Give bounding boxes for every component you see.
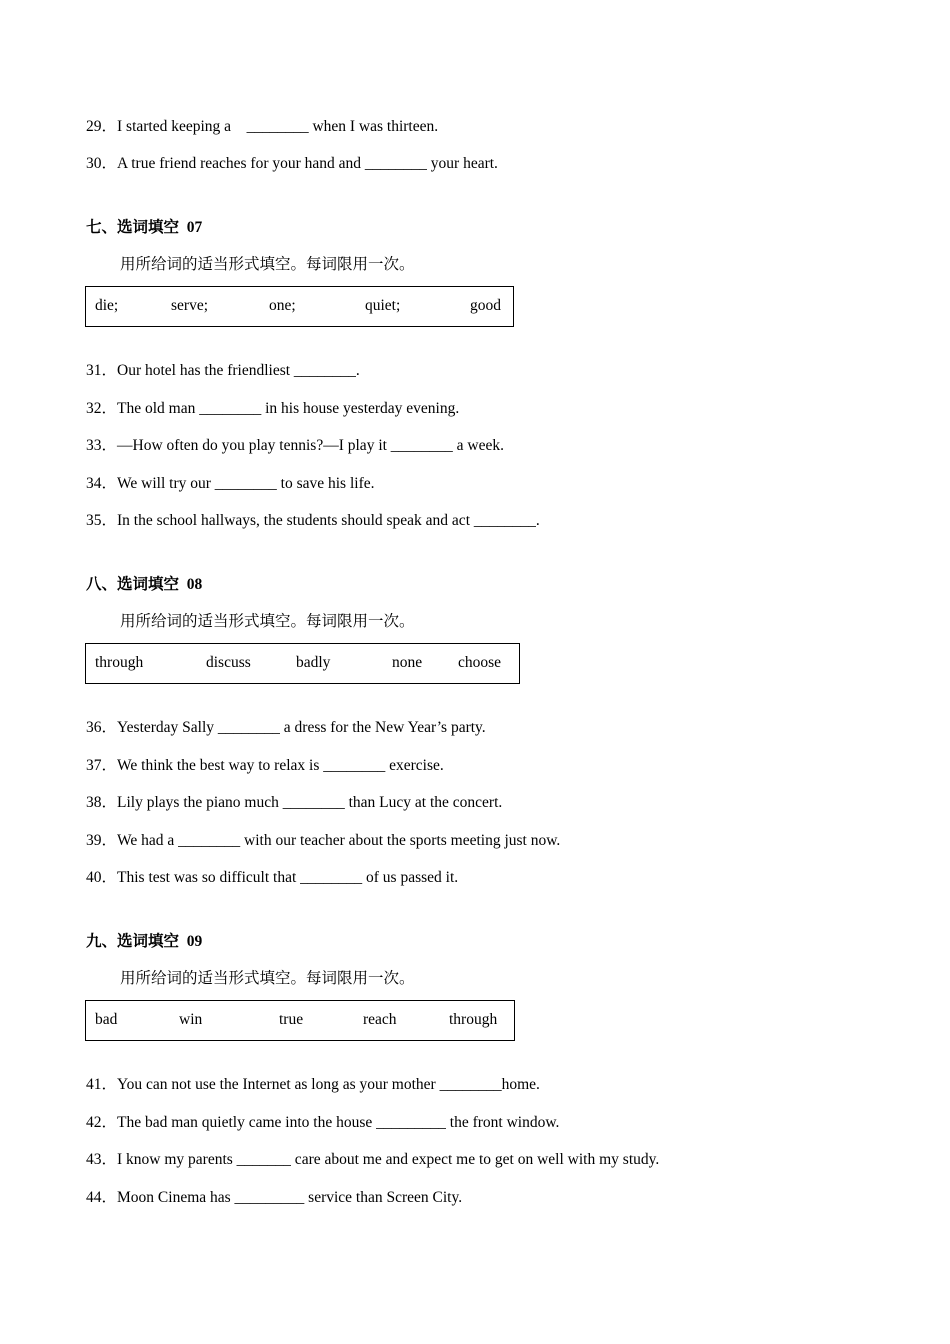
question-text: Lily plays the piano much ________ than Lucy at the concert.: [117, 794, 503, 811]
question-number: 34．: [86, 475, 118, 492]
question-31: [86, 361, 360, 381]
word-bank-item: one;: [269, 297, 296, 314]
word-bank-item: through: [95, 654, 144, 671]
question-32: [86, 399, 459, 419]
question-number: 40．: [86, 869, 118, 886]
section-heading-09: 九、选词填空 09: [86, 933, 203, 950]
word-bank-item: good: [470, 297, 501, 314]
question-text: I know my parents _______ care about me and expect me to get on well with my study.: [117, 1151, 660, 1168]
question-39: [86, 831, 560, 851]
section-instruction-07: 用所给词的适当形式填空。每词限用一次。: [120, 256, 415, 273]
question-number: 38．: [86, 794, 118, 811]
question-number: 43．: [86, 1151, 118, 1168]
question-number: 44．: [86, 1189, 118, 1206]
question-43: [86, 1150, 659, 1170]
word-bank-09: [85, 1000, 515, 1041]
question-text: The old man ________ in his house yesterday evening.: [117, 400, 460, 417]
question-number: 37．: [86, 757, 118, 774]
question-number: 30．: [86, 155, 118, 172]
question-text: We will try our ________ to save his life.: [117, 475, 375, 492]
question-number: 36．: [86, 719, 118, 736]
question-text: In the school hallways, the students should speak and act ________.: [117, 512, 540, 529]
question-number: 33．: [86, 437, 118, 454]
question-number: 39．: [86, 832, 118, 849]
word-bank-item: true: [279, 1011, 304, 1028]
word-bank-item: win: [179, 1011, 203, 1028]
question-number: 41．: [86, 1076, 118, 1093]
question-text: The bad man quietly came into the house _________ the front window.: [117, 1114, 560, 1131]
word-bank-07: [85, 286, 514, 327]
question-35: [86, 511, 540, 531]
question-41: [86, 1075, 540, 1095]
question-42: [86, 1113, 559, 1133]
question-29: [86, 117, 438, 137]
word-bank-item: quiet;: [365, 297, 401, 314]
section-heading-08: 八、选词填空 08: [86, 576, 203, 593]
question-text: Our hotel has the friendliest ________.: [117, 362, 360, 379]
question-44: [86, 1188, 462, 1208]
word-bank-item: none: [392, 654, 423, 671]
word-bank-item: bad: [95, 1011, 118, 1028]
word-bank-item: through: [449, 1011, 498, 1028]
word-bank-item: choose: [458, 654, 502, 671]
question-text: We think the best way to relax is ________ exercise.: [117, 757, 444, 774]
question-number: 35．: [86, 512, 118, 529]
question-33: [86, 436, 504, 456]
question-number: 42．: [86, 1114, 118, 1131]
word-bank-item: serve;: [171, 297, 209, 314]
question-text: This test was so difficult that ________ of us passed it.: [117, 869, 459, 886]
word-bank-item: badly: [296, 654, 331, 671]
word-bank-item: die;: [95, 297, 119, 314]
word-bank-08: [85, 643, 520, 684]
question-text: A true friend reaches for your hand and ________ your heart.: [117, 155, 498, 172]
section-instruction-09: 用所给词的适当形式填空。每词限用一次。: [120, 970, 415, 987]
question-number: 32．: [86, 400, 118, 417]
question-40: [86, 868, 458, 888]
question-34: [86, 474, 375, 494]
question-text: You can not use the Internet as long as your mother ________home.: [117, 1076, 540, 1093]
question-37: [86, 756, 444, 776]
section-heading-07: 七、选词填空 07: [86, 219, 203, 236]
question-text: —How often do you play tennis?—I play it ________ a week.: [117, 437, 505, 454]
question-text: Moon Cinema has _________ service than Screen City.: [117, 1189, 463, 1206]
word-bank-item: discuss: [206, 654, 251, 671]
question-30: [86, 154, 498, 174]
question-36: [86, 718, 486, 738]
word-bank-item: reach: [363, 1011, 397, 1028]
question-text: I started keeping a ________ when I was thirteen.: [117, 118, 439, 135]
question-number: 31．: [86, 362, 118, 379]
question-text: Yesterday Sally ________ a dress for the New Year’s party.: [117, 719, 486, 736]
question-38: [86, 793, 502, 813]
section-instruction-08: 用所给词的适当形式填空。每词限用一次。: [120, 613, 415, 630]
question-number: 29．: [86, 118, 118, 135]
question-text: We had a ________ with our teacher about the sports meeting just now.: [117, 832, 561, 849]
